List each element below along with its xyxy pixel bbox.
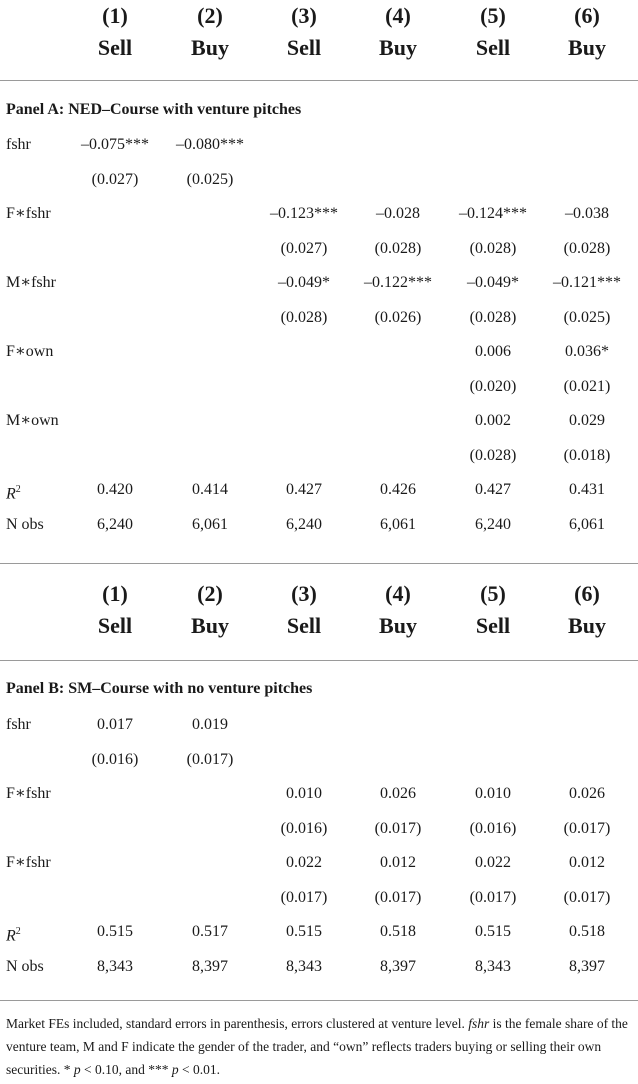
table-cell: 0.431 xyxy=(569,481,605,498)
table-row xyxy=(0,404,638,438)
panel-a-title: Panel A: NED–Course with venture pitches xyxy=(6,101,302,118)
table-cell: 6,240 xyxy=(286,515,322,533)
table-row xyxy=(0,266,638,300)
table-cell: 0.002 xyxy=(475,412,511,429)
row-label: fshr xyxy=(6,716,31,733)
table-row xyxy=(0,915,638,949)
table-cell: (0.021) xyxy=(563,377,611,395)
divider xyxy=(0,80,638,81)
table-cell: 0.427 xyxy=(286,481,322,498)
table-cell: 0.518 xyxy=(569,923,605,940)
table-row xyxy=(0,508,638,542)
table-cell: 0.022 xyxy=(475,854,511,871)
row-label: N obs xyxy=(6,957,44,975)
table-cell: 8,397 xyxy=(192,957,228,975)
table-cell: (0.028) xyxy=(280,308,328,326)
table-cell: –0.080*** xyxy=(176,136,244,153)
table-cell: 8,397 xyxy=(569,957,605,975)
table-row xyxy=(0,473,638,507)
col-header-4: (4) Buy xyxy=(379,581,417,638)
divider xyxy=(0,660,638,661)
table-cell: –0.049* xyxy=(467,274,519,291)
table-cell: (0.016) xyxy=(280,819,328,837)
table-cell: 0.426 xyxy=(380,481,416,498)
row-label: F∗fshr xyxy=(6,854,51,871)
table-cell: –0.075*** xyxy=(81,136,149,153)
col-header-6: (6) Buy xyxy=(568,581,606,638)
panel-b-title: Panel B: SM–Course with no venture pitches xyxy=(6,680,313,697)
row-label: F∗fshr xyxy=(6,785,51,802)
table-cell: 8,343 xyxy=(475,957,511,975)
table-cell: 0.427 xyxy=(475,481,511,498)
table-cell: (0.017) xyxy=(469,888,517,906)
table-cell: (0.028) xyxy=(563,239,611,257)
table-cell: 0.515 xyxy=(475,923,511,940)
col-header-3: (3) Sell xyxy=(286,581,322,638)
row-label: $R^2$ xyxy=(6,484,21,503)
table-cell: 6,061 xyxy=(192,515,228,533)
table-cell: 6,061 xyxy=(380,515,416,533)
divider xyxy=(0,563,638,564)
table-cell: (0.017) xyxy=(186,750,234,768)
col-header-5: (5) Sell xyxy=(475,581,511,638)
table-cell: (0.016) xyxy=(91,750,139,768)
row-label: $R^2$ xyxy=(6,926,21,945)
table-row xyxy=(0,301,638,335)
table-cell: 0.010 xyxy=(286,785,322,802)
col-header-6: (6) Buy xyxy=(568,3,606,60)
table-cell: (0.017) xyxy=(563,819,611,837)
table-cell: (0.017) xyxy=(374,819,422,837)
row-label: M∗fshr xyxy=(6,274,56,291)
table-footnote: Market FEs included, standard errors in parenthesis, errors clustered at venture level. fshr is the female share of the venture team, M and F indicate the gender of the trader, and “own” reflects traders buying or selling their own securities. * p < 0.10, and *** p < 0.01. xyxy=(6,1016,628,1077)
table-cell: (0.017) xyxy=(563,888,611,906)
row-label: fshr xyxy=(6,136,31,153)
table-cell: 8,397 xyxy=(380,957,416,975)
col-header-5: (5) Sell xyxy=(475,3,511,60)
table-cell: (0.020) xyxy=(469,377,517,395)
table-row xyxy=(0,232,638,266)
table-row xyxy=(0,881,638,915)
table-cell: 0.026 xyxy=(380,785,416,802)
table-cell: (0.017) xyxy=(280,888,328,906)
table-row xyxy=(0,439,638,473)
table-cell: 0.036* xyxy=(565,343,609,360)
table-cell: 0.012 xyxy=(380,854,416,871)
table-cell: 0.420 xyxy=(97,481,133,498)
table-row xyxy=(0,128,638,162)
table-cell: (0.026) xyxy=(374,308,422,326)
table-cell: (0.028) xyxy=(374,239,422,257)
table-row xyxy=(0,197,638,231)
column-header-a xyxy=(0,0,638,70)
table-cell: –0.038 xyxy=(565,205,609,222)
col-header-2: (2) Buy xyxy=(191,3,229,60)
table-cell: 0.012 xyxy=(569,854,605,871)
table-cell: (0.018) xyxy=(563,446,611,464)
table-cell: –0.049* xyxy=(278,274,330,291)
table-cell: (0.027) xyxy=(280,239,328,257)
table-cell: –0.122*** xyxy=(364,274,432,291)
table-cell: 0.017 xyxy=(97,716,133,733)
table-cell: 0.517 xyxy=(192,923,228,940)
table-cell: 0.019 xyxy=(192,716,228,733)
table-cell: 6,061 xyxy=(569,515,605,533)
col-header-1: (1) Sell xyxy=(97,581,133,638)
table-cell: 0.010 xyxy=(475,785,511,802)
divider xyxy=(0,1000,638,1001)
table-cell: –0.123*** xyxy=(270,205,338,222)
table-row xyxy=(0,777,638,811)
col-header-4: (4) Buy xyxy=(379,3,417,60)
table-cell: 0.518 xyxy=(380,923,416,940)
column-header-b xyxy=(0,578,638,648)
row-label: F∗fshr xyxy=(6,205,51,222)
table-cell: (0.025) xyxy=(563,308,611,326)
table-row xyxy=(0,743,638,777)
row-label: F∗own xyxy=(6,343,54,360)
table-cell: –0.121*** xyxy=(553,274,621,291)
table-row xyxy=(0,812,638,846)
table-row xyxy=(0,335,638,369)
table-cell: 0.006 xyxy=(475,343,511,360)
col-header-2: (2) Buy xyxy=(191,581,229,638)
table-cell: 0.515 xyxy=(286,923,322,940)
row-label: M∗own xyxy=(6,412,59,429)
table-row xyxy=(0,163,638,197)
table-row xyxy=(0,846,638,880)
table-cell: 0.022 xyxy=(286,854,322,871)
table-cell: (0.017) xyxy=(374,888,422,906)
table-cell: 8,343 xyxy=(97,957,133,975)
table-cell: (0.028) xyxy=(469,446,517,464)
table-cell: (0.027) xyxy=(91,170,139,188)
table-cell: 0.026 xyxy=(569,785,605,802)
col-header-3: (3) Sell xyxy=(286,3,322,60)
table-cell: 6,240 xyxy=(97,515,133,533)
table-cell: (0.016) xyxy=(469,819,517,837)
table-cell: –0.028 xyxy=(376,205,420,222)
table-cell: 8,343 xyxy=(286,957,322,975)
table-row xyxy=(0,950,638,984)
table-cell: 0.029 xyxy=(569,412,605,429)
table-row xyxy=(0,370,638,404)
table-cell: (0.028) xyxy=(469,239,517,257)
table-cell: (0.025) xyxy=(186,170,234,188)
table-cell: 6,240 xyxy=(475,515,511,533)
table-cell: (0.028) xyxy=(469,308,517,326)
table-row xyxy=(0,708,638,742)
table-cell: 0.515 xyxy=(97,923,133,940)
row-label: N obs xyxy=(6,515,44,533)
table-cell: –0.124*** xyxy=(459,205,527,222)
table-cell: 0.414 xyxy=(192,481,228,498)
col-header-1: (1) Sell xyxy=(97,3,133,60)
